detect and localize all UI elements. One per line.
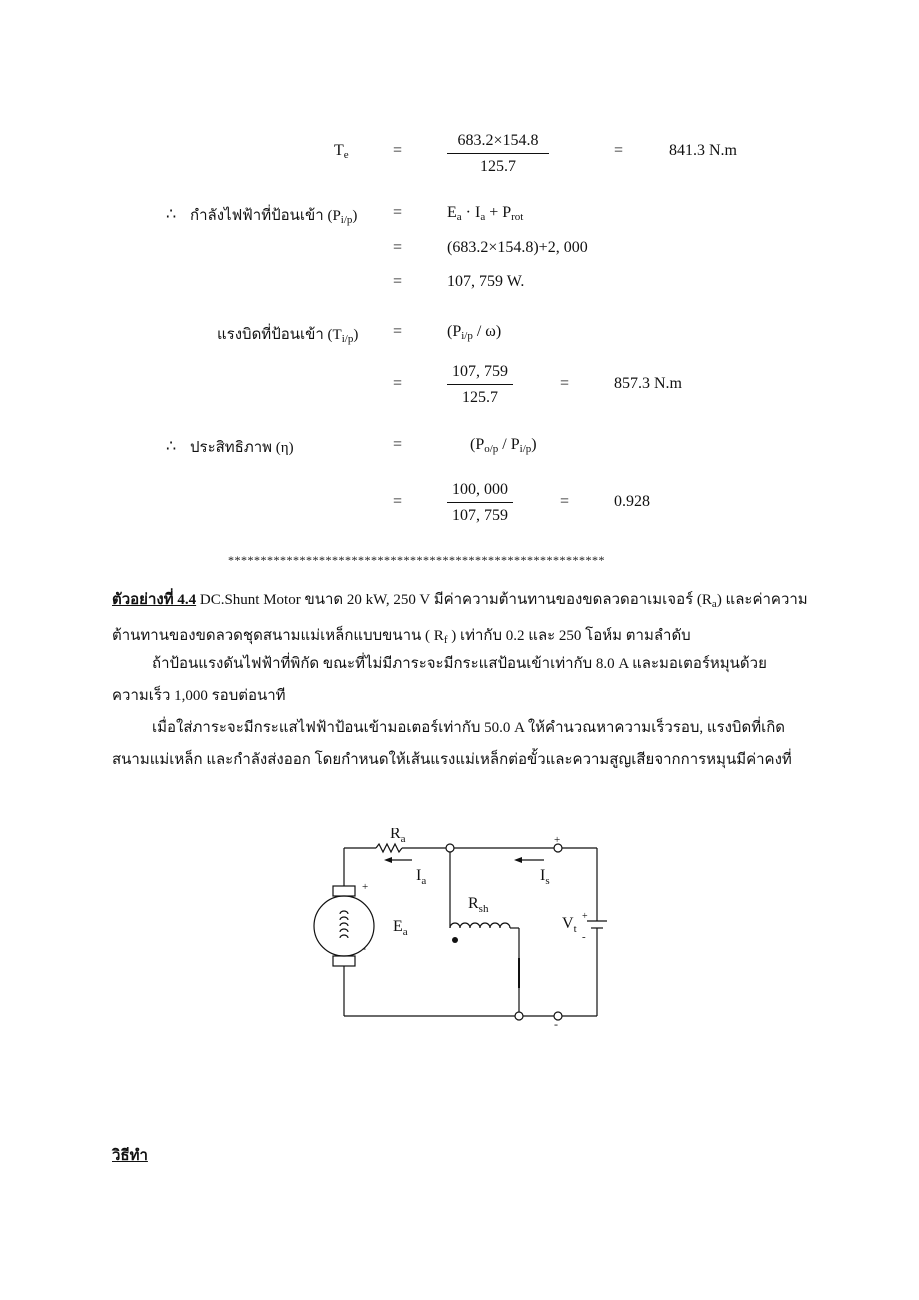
battery-minus-sign: - — [582, 931, 586, 943]
motor-minus-sign: - — [362, 941, 366, 955]
is-label: $I_s$ — [540, 867, 550, 887]
tin-line1: $(P_{i/p} / \omega)$ — [447, 323, 502, 342]
terminal-minus-sign: - — [554, 1017, 558, 1028]
equals-sign: = — [614, 142, 624, 159]
example-heading: ตัวอย่างที่ 4.4 — [112, 592, 197, 608]
equals-sign: = — [393, 273, 403, 290]
equals-sign: = — [393, 323, 403, 340]
te-result: 841.3 N.m — [669, 142, 737, 159]
eff-label: ประสิทธิภาพ (η) — [190, 440, 294, 456]
pin-label: กำลังไฟฟ้าที่ป้อนเข้า $(P_{i/p})$ — [190, 208, 358, 226]
ea-label: $E_a$ — [393, 918, 408, 938]
tin-label: แรงบิดที่ป้อนเข้า $(T_{i/p})$ — [217, 327, 359, 345]
fraction-eff: $\frac{100, 000}{107, 759}$ — [447, 481, 513, 525]
motor-plus-sign: + — [362, 881, 369, 893]
fraction-te: $\frac{683.2\times 154.8}{125.7}$ — [447, 132, 549, 176]
terminal-plus-sign: + — [554, 834, 561, 846]
equals-sign: = — [393, 239, 403, 256]
equals-sign: = — [560, 375, 570, 392]
ia-label: $I_a$ — [416, 867, 427, 887]
separator: ********************************************************** — [228, 553, 605, 567]
example-paragraph-3: เมื่อใส่ภาระจะมีกระแสไฟฟ้าป้อนเข้ามอเตอร์เท่ากับ 50.0 A ให้คำนวณหาความเร็วรอบ, แรงบิดที่เกิดสนามแม่เหล็ก และกำลังส่งออก โดยกำหนดให้เส้นแรงแม่เหล็กต่อขั้วและความสูญเสียจากการหมุนมีค่าคงที่ — [112, 720, 792, 768]
eff-line1: $(P_{o/p} / P_{i/p})$ — [470, 436, 537, 455]
therefore-symbol: ∴ — [166, 206, 177, 223]
example-paragraph-1: ตัวอย่างที่ 4.4 DC.Shunt Motor ขนาด 20 kW, 250 V มีค่าความต้านทานของขดลวดอาเมเจอร์ $(R_a)$ และค่าความต้านทานของขดลวดชุดสนามแม่เหล็กแบบขนาน ( $R_f$ ) เท่ากับ 0.2 และ 250 โอห์ม ตามลำดับ — [112, 592, 808, 646]
tin-result: 857.3 N.m — [614, 375, 682, 392]
equals-sign: = — [393, 142, 403, 159]
fraction-tin: $\frac{107, 759}{125.7}$ — [447, 363, 513, 407]
eff-result: 0.928 — [614, 493, 650, 510]
equals-sign: = — [393, 375, 403, 392]
pin-line1: $E_a \cdot I_a + P_{rot}$ — [447, 204, 524, 223]
rsh-label: $R_{sh}$ — [468, 895, 489, 915]
equals-sign: = — [393, 436, 403, 453]
therefore-symbol: ∴ — [166, 438, 177, 455]
vt-label: $V_t$ — [562, 915, 577, 935]
solution-heading: วิธีทำ — [112, 1148, 148, 1164]
shunt-motor-circuit-diagram — [300, 828, 620, 1028]
equals-sign: = — [393, 493, 403, 510]
battery-plus-sign: + — [582, 911, 588, 922]
ra-label: $R_a$ — [390, 828, 406, 845]
te-label: $T_e$ — [334, 142, 349, 161]
equals-sign: = — [560, 493, 570, 510]
example-paragraph-2: ถ้าป้อนแรงดันไฟฟ้าที่พิกัด ขณะที่ไม่มีภาระจะมีกระแสป้อนเข้าเท่ากับ 8.0 A และมอเตอร์หมุนด้วยความเร็ว 1,000 รอบต่อนาที — [112, 656, 767, 704]
equals-sign: = — [393, 204, 403, 221]
pin-line3: 107, 759 W. — [447, 273, 525, 290]
pin-line2: (683.2×154.8)+2, 000 — [447, 239, 588, 256]
